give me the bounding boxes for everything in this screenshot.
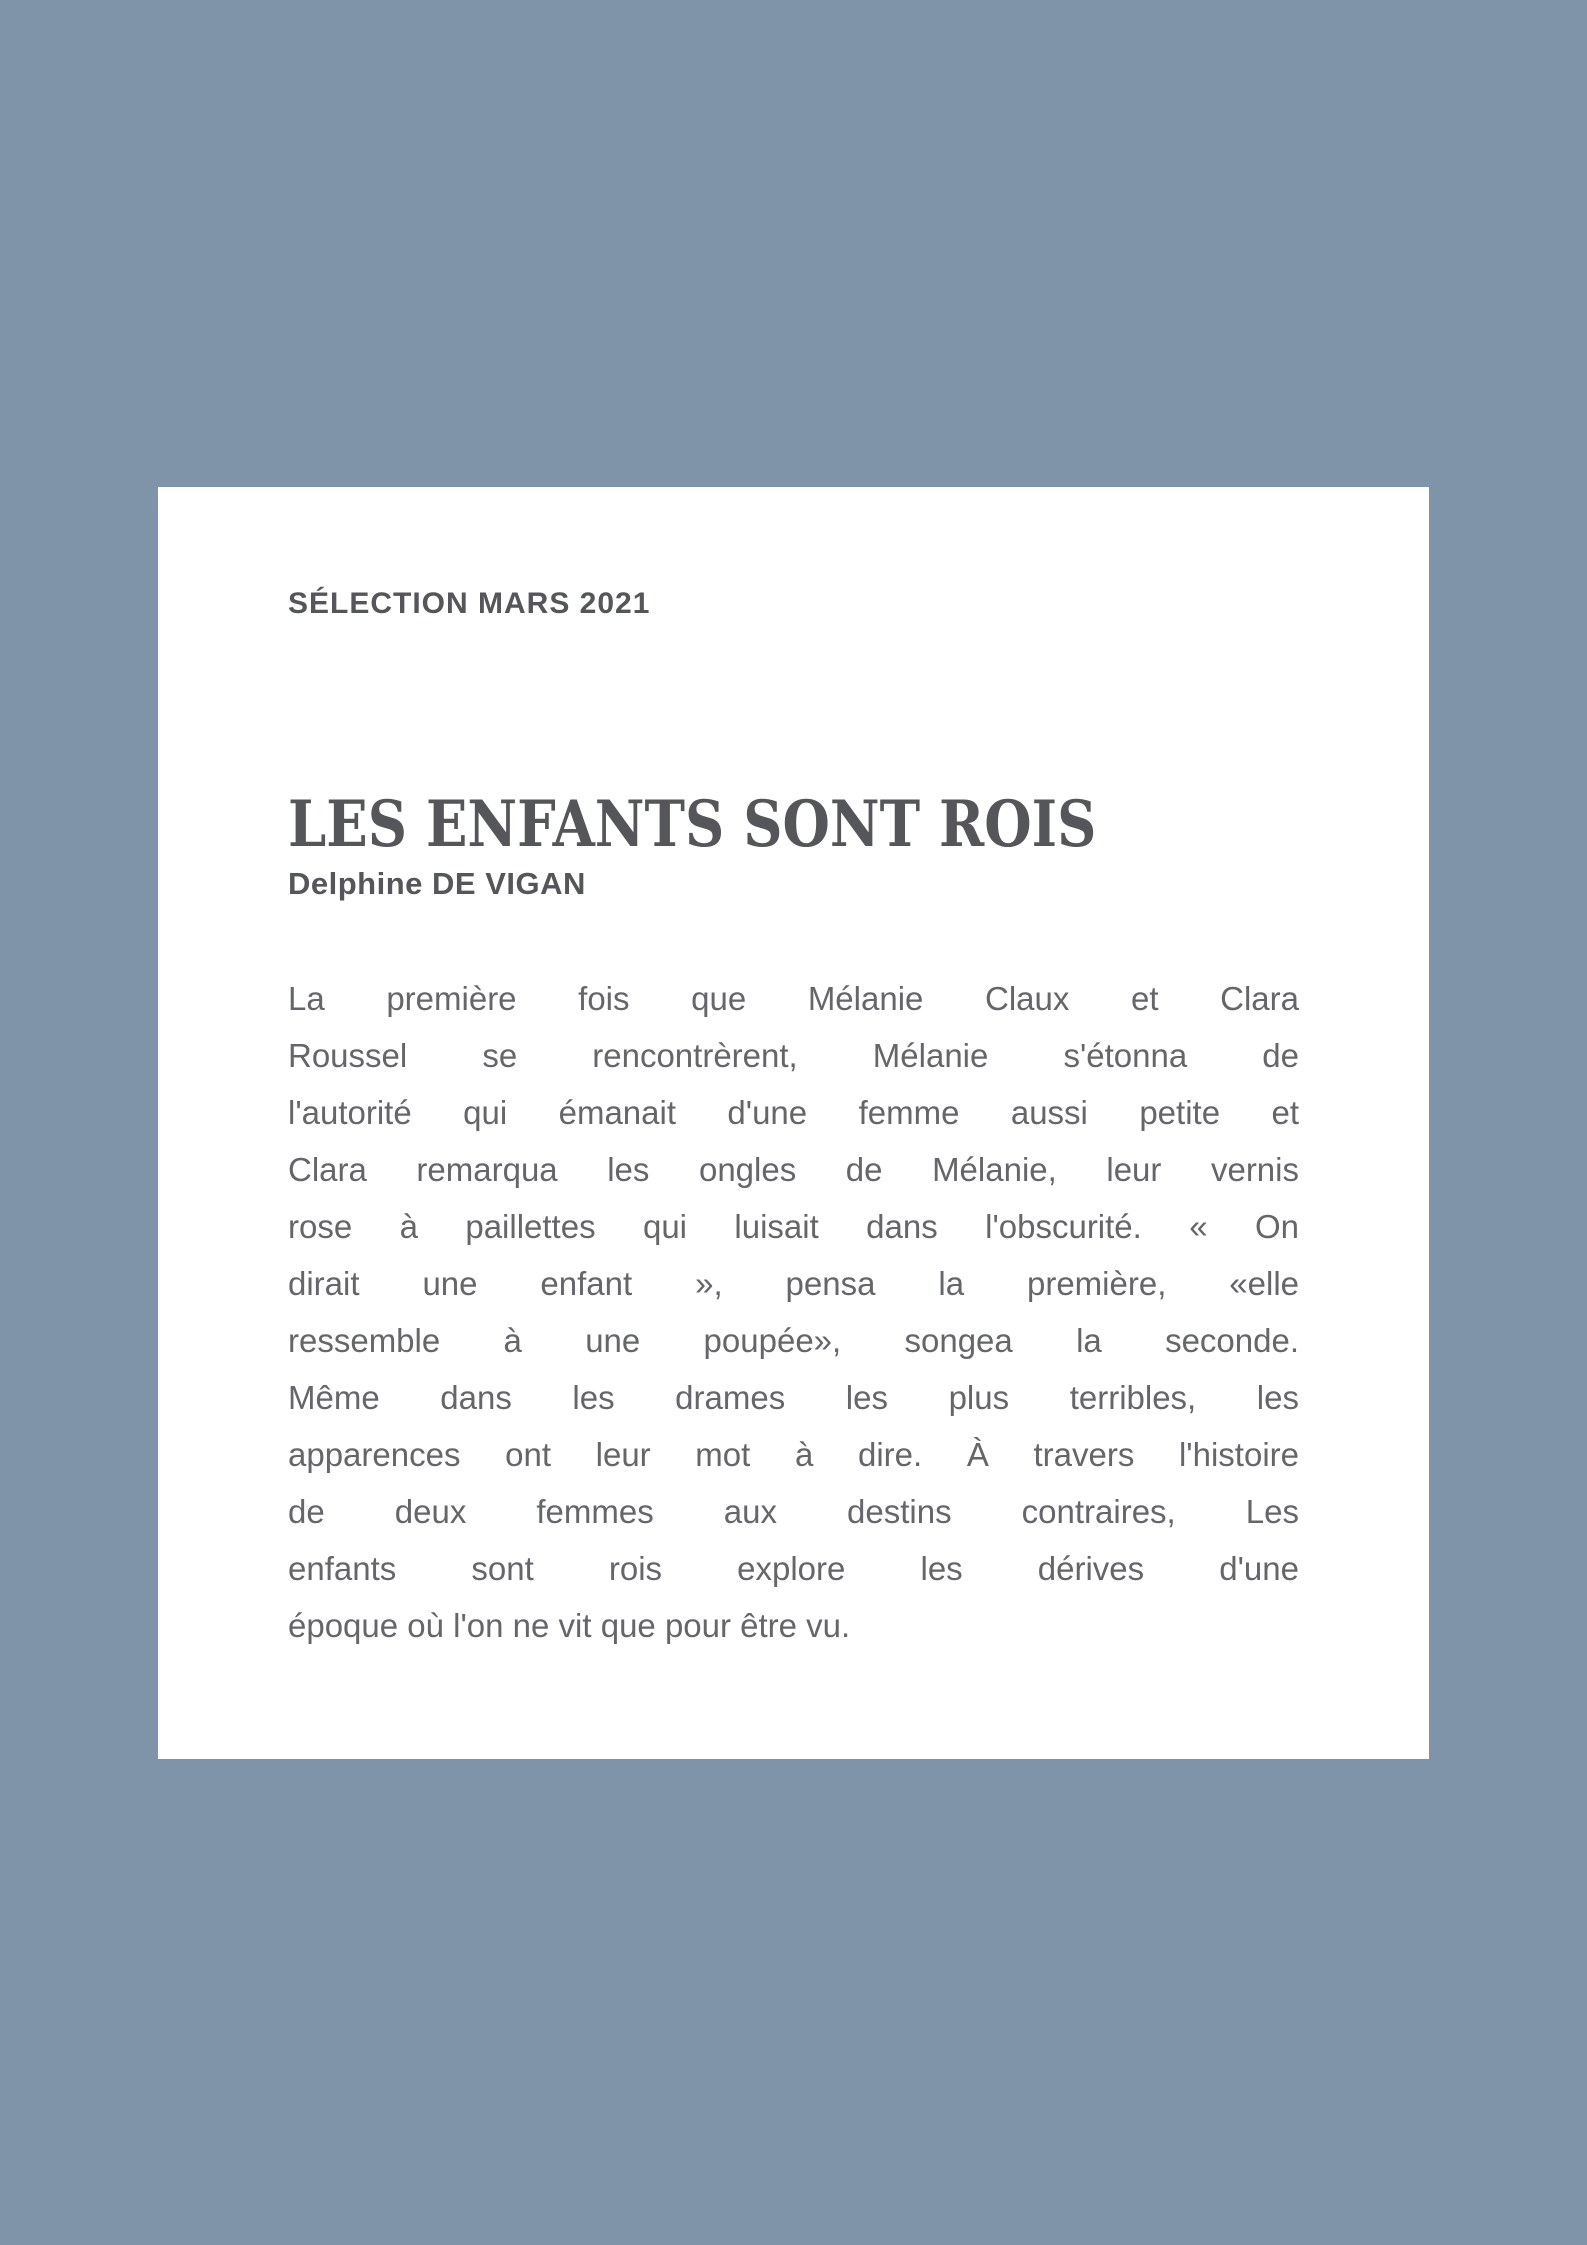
book-author: Delphine DE VIGAN <box>288 866 586 901</box>
description-line: enfants sont rois explore les dérives d'une <box>288 1550 1299 1587</box>
book-title <box>288 787 1299 862</box>
book-description <box>288 970 1299 1654</box>
description-line: Même dans les drames les plus terribles, les <box>288 1379 1299 1416</box>
book-title-text: LES ENFANTS SONT ROIS <box>288 787 1097 862</box>
description-line: Clara remarqua les ongles de Mélanie, leur vernis <box>288 1151 1299 1188</box>
description-line: rose à paillettes qui luisait dans l'obscurité. « On <box>288 1208 1299 1245</box>
description-line: Roussel se rencontrèrent, Mélanie s'étonna de <box>288 1037 1299 1074</box>
description-line: de deux femmes aux destins contraires, Les <box>288 1493 1299 1530</box>
description-line: apparences ont leur mot à dire. À travers l'histoire <box>288 1436 1299 1473</box>
description-line: La première fois que Mélanie Claux et Clara <box>288 980 1299 1017</box>
description-line: l'autorité qui émanait d'une femme aussi petite et <box>288 1094 1299 1131</box>
selection-label: SÉLECTION MARS 2021 <box>288 587 651 620</box>
description-line: ressemble à une poupée», songea la seconde. <box>288 1322 1299 1359</box>
book-card <box>158 487 1429 1759</box>
description-line: dirait une enfant », pensa la première, «elle <box>288 1265 1299 1302</box>
description-line: époque où l'on ne vit que pour être vu. <box>288 1607 851 1644</box>
